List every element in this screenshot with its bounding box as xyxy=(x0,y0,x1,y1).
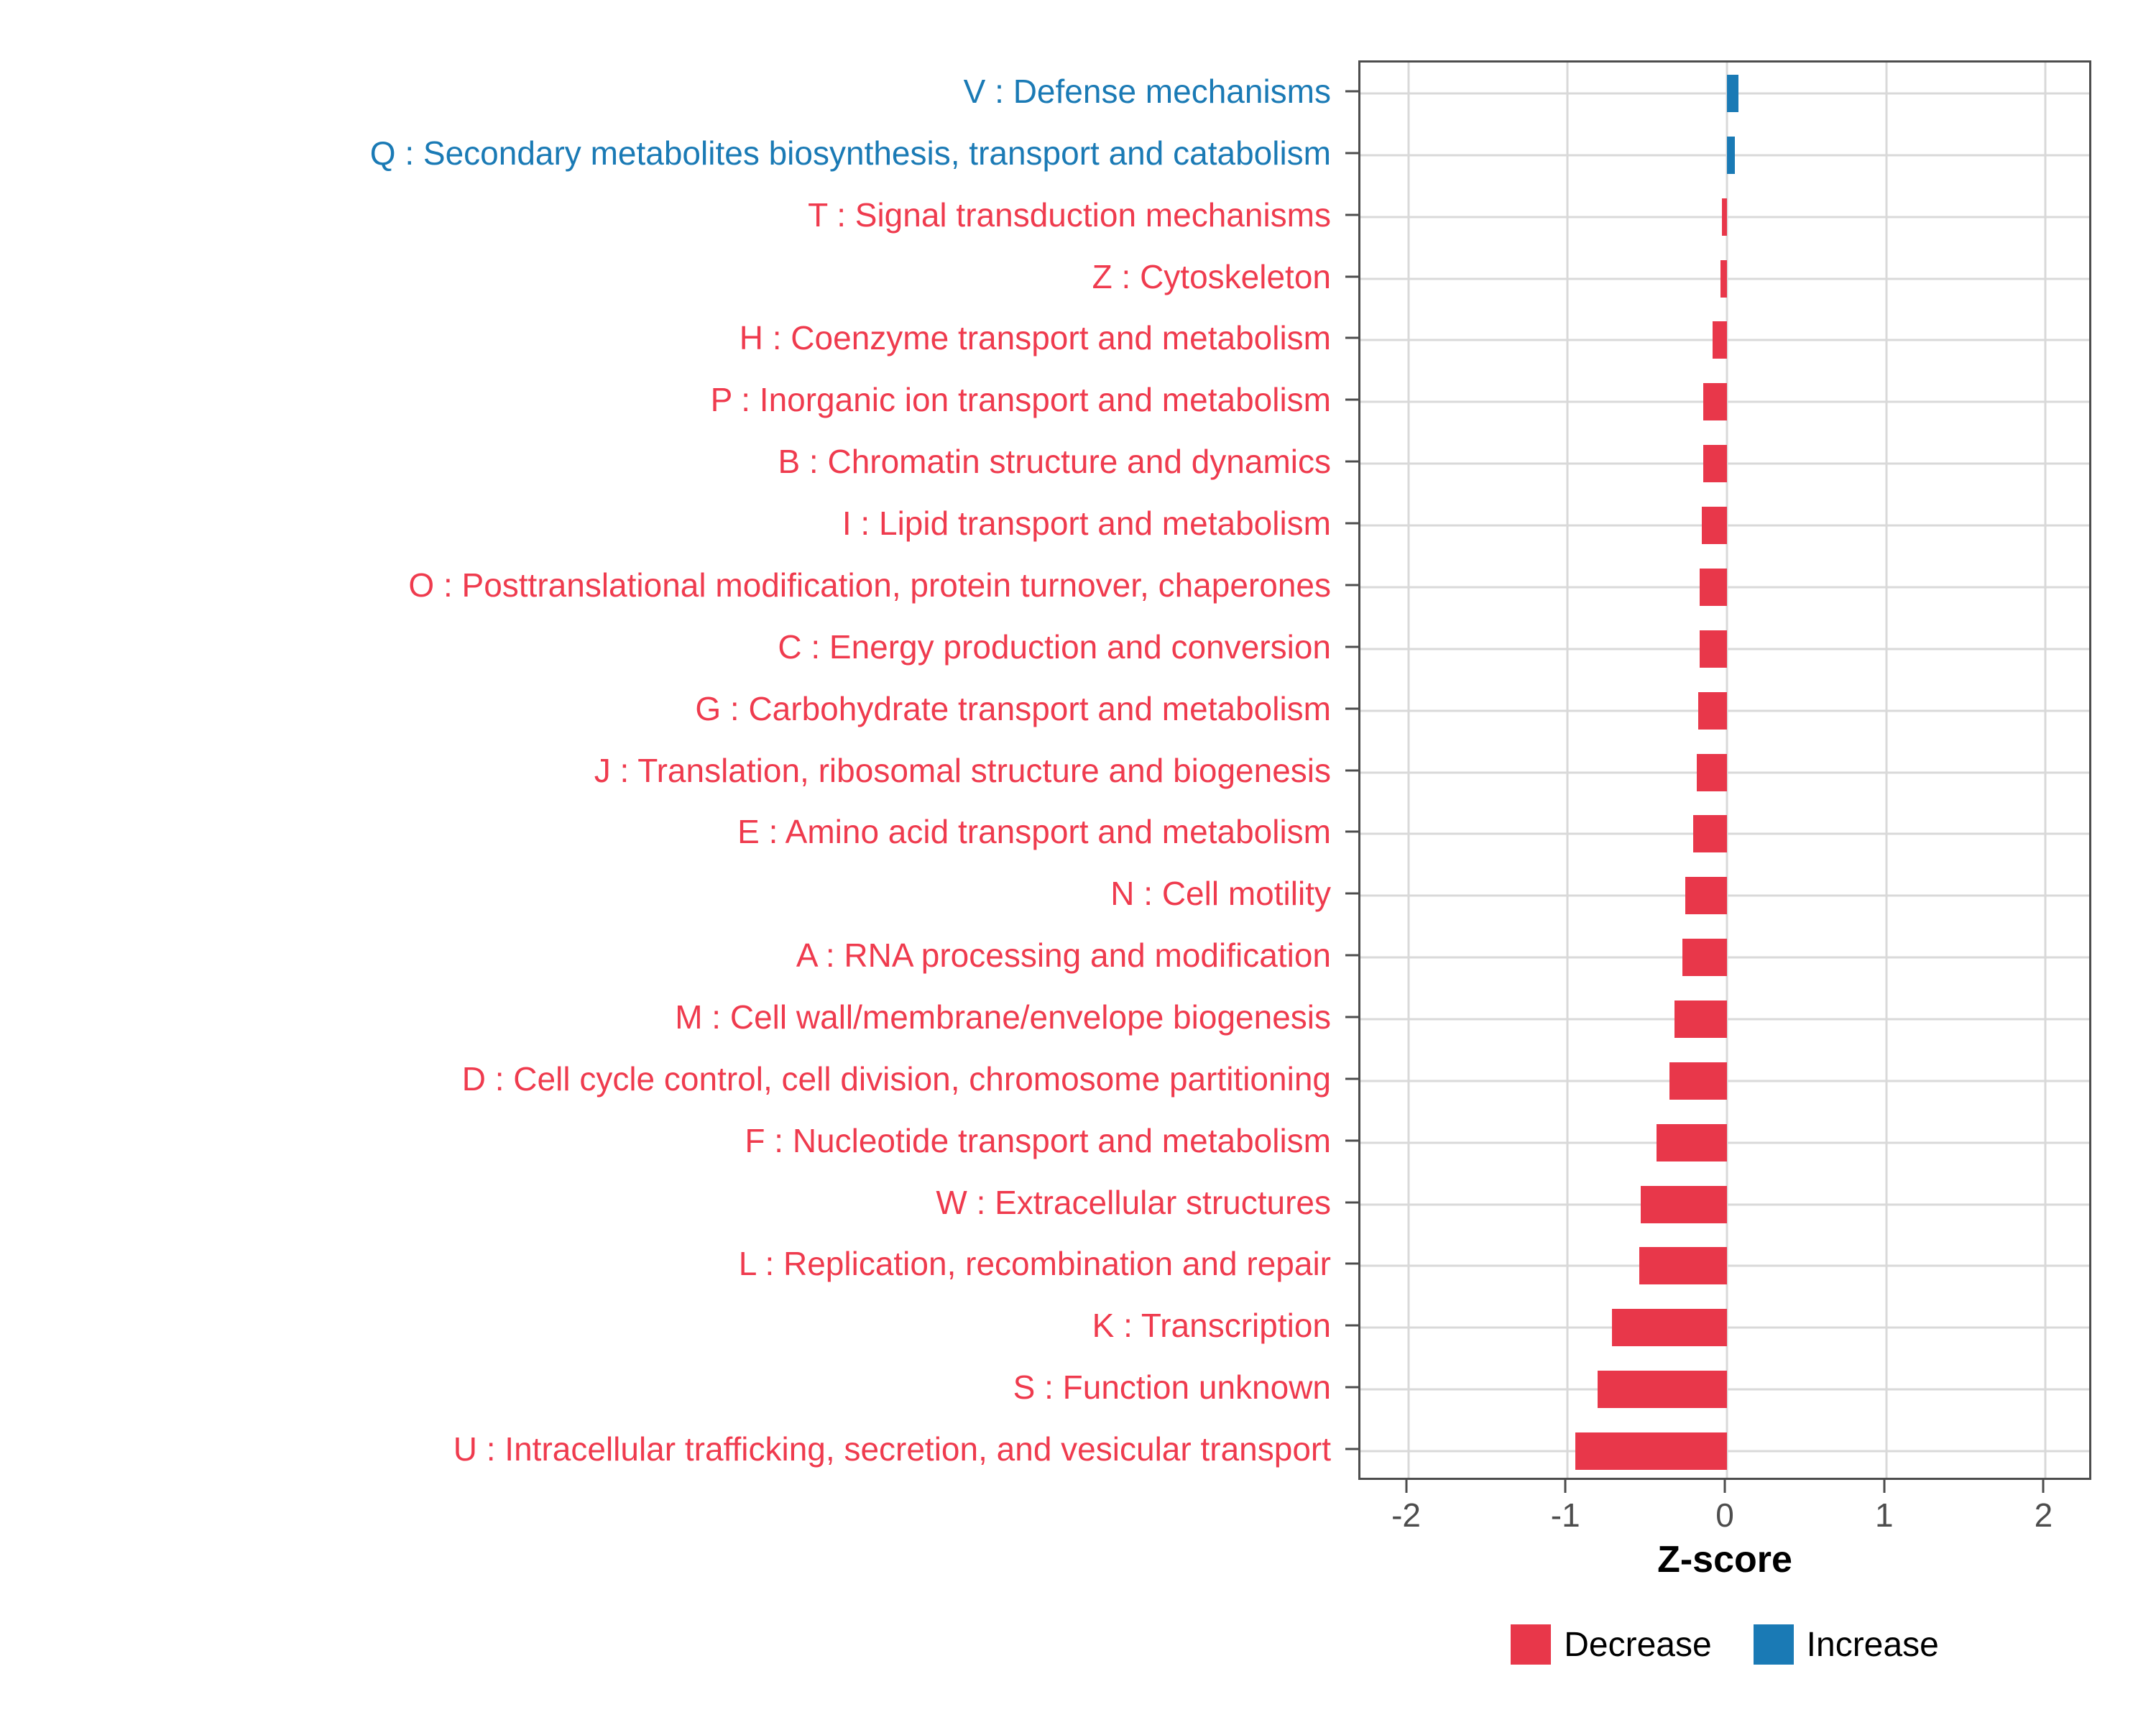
bar-series xyxy=(1360,63,2089,1478)
y-tick-mark xyxy=(1345,461,1358,463)
bar xyxy=(1598,1371,1727,1408)
bar xyxy=(1700,630,1727,668)
x-tick-mark xyxy=(1565,1480,1567,1493)
y-tick-mark xyxy=(1345,399,1358,401)
x-tick-label: -1 xyxy=(1550,1496,1580,1534)
bar xyxy=(1700,569,1727,606)
bar xyxy=(1657,1124,1727,1162)
bar xyxy=(1698,692,1727,730)
legend-swatch-decrease-icon xyxy=(1511,1624,1551,1665)
x-tick-mark xyxy=(1883,1480,1885,1493)
category-label: I : Lipid transport and metabolism xyxy=(842,504,1331,542)
bar xyxy=(1669,1062,1727,1100)
y-tick-mark xyxy=(1345,1201,1358,1203)
category-label: U : Intracellular trafficking, secretion, and vesicular transport xyxy=(453,1430,1331,1468)
bar xyxy=(1641,1186,1727,1223)
y-tick-mark xyxy=(1345,1139,1358,1141)
bar xyxy=(1727,137,1735,174)
category-label: V : Defense mechanisms xyxy=(963,72,1331,110)
category-label: N : Cell motility xyxy=(1110,875,1331,913)
y-tick-mark xyxy=(1345,584,1358,586)
y-tick-mark xyxy=(1345,645,1358,648)
category-label: W : Extracellular structures xyxy=(936,1183,1331,1221)
bar xyxy=(1697,754,1727,791)
y-tick-mark xyxy=(1345,769,1358,771)
category-label: E : Amino acid transport and metabolism xyxy=(737,813,1331,851)
y-tick-mark xyxy=(1345,707,1358,709)
bar xyxy=(1703,445,1727,482)
y-tick-mark xyxy=(1345,1263,1358,1265)
bar xyxy=(1639,1247,1727,1284)
x-axis-title: Z-score xyxy=(1657,1539,1792,1581)
legend-item-increase xyxy=(1754,1624,1939,1665)
y-tick-mark xyxy=(1345,523,1358,525)
bar xyxy=(1720,260,1727,298)
legend-item-decrease xyxy=(1511,1624,1711,1665)
y-tick-mark xyxy=(1345,1016,1358,1018)
x-tick-mark xyxy=(1405,1480,1407,1493)
y-tick-mark xyxy=(1345,1386,1358,1389)
y-tick-mark xyxy=(1345,90,1358,92)
category-label: L : Replication, recombination and repair xyxy=(738,1245,1331,1283)
category-label: T : Signal transduction mechanisms xyxy=(808,196,1331,234)
category-label: G : Carbohydrate transport and metabolism xyxy=(695,689,1331,727)
bar xyxy=(1722,198,1727,236)
category-label: K : Transcription xyxy=(1092,1307,1331,1345)
y-tick-mark xyxy=(1345,1325,1358,1327)
category-label: A : RNA processing and modification xyxy=(796,936,1331,974)
y-tick-mark xyxy=(1345,1077,1358,1080)
category-label: F : Nucleotide transport and metabolism xyxy=(745,1121,1331,1159)
y-tick-mark xyxy=(1345,337,1358,339)
x-axis-ticks xyxy=(1358,1480,2091,1534)
category-label: P : Inorganic ion transport and metabolism xyxy=(710,381,1331,419)
bar xyxy=(1674,1000,1727,1038)
x-tick-label: 1 xyxy=(1874,1496,1894,1534)
category-label: H : Coenzyme transport and metabolism xyxy=(739,319,1331,357)
x-tick-mark xyxy=(2042,1480,2045,1493)
bar xyxy=(1703,383,1727,420)
category-label: J : Translation, ribosomal structure and biogenesis xyxy=(594,751,1331,789)
y-tick-mark xyxy=(1345,954,1358,957)
x-tick-label: 0 xyxy=(1715,1496,1734,1534)
y-tick-mark xyxy=(1345,893,1358,895)
legend-label-decrease: Decrease xyxy=(1564,1625,1712,1664)
bar xyxy=(1575,1432,1727,1470)
bar xyxy=(1682,939,1727,976)
x-tick-label: 2 xyxy=(2034,1496,2053,1534)
y-tick-mark xyxy=(1345,1448,1358,1450)
legend-label-increase: Increase xyxy=(1806,1625,1939,1664)
legend-swatch-increase-icon xyxy=(1754,1624,1794,1665)
category-label: Q : Secondary metabolites biosynthesis, transport and catabolism xyxy=(369,134,1331,172)
category-label: Z : Cytoskeleton xyxy=(1092,257,1331,295)
category-label: C : Energy production and conversion xyxy=(778,627,1331,666)
category-axis-labels xyxy=(0,60,1358,1480)
bar xyxy=(1713,321,1727,359)
legend xyxy=(1358,1624,2091,1665)
y-tick-mark xyxy=(1345,275,1358,277)
bar xyxy=(1612,1309,1727,1346)
category-label: O : Posttranslational modification, protein turnover, chaperones xyxy=(408,566,1331,604)
x-tick-label: -2 xyxy=(1391,1496,1421,1534)
bar xyxy=(1727,75,1738,112)
y-tick-mark xyxy=(1345,831,1358,833)
x-tick-mark xyxy=(1724,1480,1726,1493)
y-tick-mark xyxy=(1345,152,1358,154)
category-label: B : Chromatin structure and dynamics xyxy=(778,442,1331,480)
category-label: M : Cell wall/membrane/envelope biogenesis xyxy=(675,998,1331,1036)
plot-area xyxy=(1358,60,2091,1480)
category-label: D : Cell cycle control, cell division, chromosome partitioning xyxy=(461,1059,1331,1098)
bar xyxy=(1702,507,1727,544)
y-tick-mark xyxy=(1345,213,1358,216)
bar xyxy=(1685,877,1727,914)
category-label: S : Function unknown xyxy=(1013,1368,1331,1407)
bar xyxy=(1693,815,1727,852)
